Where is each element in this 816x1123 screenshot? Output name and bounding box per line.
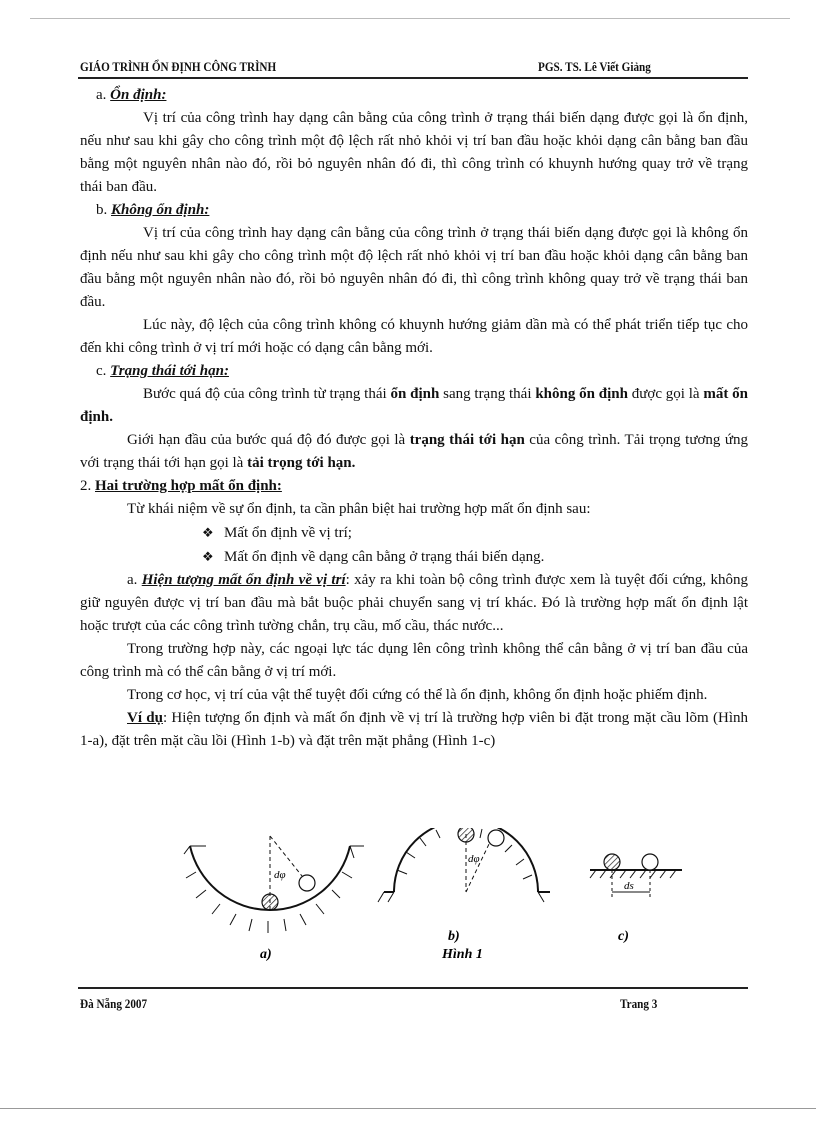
c-body2-text-2: của công trình. Tải trọng tương ứng với trạng thái tới hạn gọi là	[80, 432, 749, 471]
c-body-bold-1: ổn định	[390, 386, 440, 402]
bullet-icon: ❖	[202, 525, 214, 540]
header-rule	[78, 77, 748, 79]
section-b-title: Không ổn định:	[111, 202, 210, 218]
figure-a-dphi-label: dφ	[274, 869, 286, 881]
c-body-text-2: sang trạng thái	[439, 386, 536, 402]
section-2-body: Từ khái niệm về sự ổn định, ta cần phân biệt hai trường hợp mất ổn định sau:	[127, 501, 591, 517]
section-a-heading: a. Ổn định:	[96, 87, 167, 103]
c-body-text-3: được gọi là	[627, 386, 704, 402]
example-paragraph	[80, 707, 748, 753]
figure-1-diagram	[160, 828, 720, 978]
section-b-heading: b. Không ổn định:	[96, 202, 210, 218]
figure-b-label: b)	[448, 929, 460, 944]
section-2a-text: : xảy ra khi toàn bộ công trình được xem là tuyệt đối cứng, không giữ nguyên được vị trí ban đầu mà bắt buộc phải chuyển sang vị trí khác. Đó là trường hợp mất ổn định lật hoặc trượt của các công trình tường chắn, trụ cầu, mố cầu, thác nước...	[80, 572, 748, 634]
figure-b-convex-surface	[378, 828, 550, 962]
section-c-heading: c. Trạng thái tới hạn:	[96, 363, 229, 379]
bullet-text: Mất ổn định về dạng cân bằng ở trạng thái biến dạng.	[224, 549, 545, 565]
section-2a-title: Hiện tượng mất ổn định về vị trí	[141, 572, 346, 588]
example-text: : Hiện tượng ổn định và mất ổn định về vị trí là trường hợp viên bi đặt trong mặt cầu lõm (Hình 1-a), đặt trên mặt cầu lồi (Hình 1-b) và đặt trên mặt phẳng (Hình 1-c)	[80, 710, 748, 749]
figure-c-flat-surface	[590, 854, 682, 944]
c-body-bold-3: mất ổn định.	[80, 386, 749, 425]
page-body	[80, 84, 748, 753]
c-body-bold-2: không ổn định	[535, 386, 628, 402]
section-2-title: Hai trường hợp mất ổn định:	[95, 478, 282, 494]
section-2a-body2: Trong trường hợp này, các ngoại lực tác dụng lên công trình không thể cân bằng ở vị trí ban đầu của công trình mà có thể cân bằng ở vị trí mới.	[80, 641, 748, 680]
section-b-body: Vị trí của công trình hay dạng cân bằng của công trình ở trạng thái biến dạng được gọi là không ổn định nếu như sau khi gây cho công trình một độ lệch rất nhỏ khỏi vị trí ban đầu hoặc khỏi dạng cân bằng ban đầu bằng một nguyên nhân nào đó, rồi bỏ nguyên nhân đó đi, thì công trình không quay trở về trạng thái ban đầu.	[80, 225, 748, 310]
section-a-body: Vị trí của công trình hay dạng cân bằng của công trình ở trạng thái biến dạng được gọi là ổn định, nếu như sau khi gây cho công trình một độ lệch rất nhỏ khỏi vị trí ban đầu hoặc khỏi dạng cân bằng ban đầu bằng một nguyên nhân nào đó, rồi bỏ nguyên nhân đó đi, thì công trình có khuynh hướng quay trở về trạng thái ban đầu.	[80, 110, 748, 195]
example-label: Ví dụ	[127, 710, 163, 726]
section-a-title: Ổn định:	[110, 87, 167, 103]
header-right: PGS. TS. Lê Viết Giảng	[538, 59, 651, 74]
bullet-item	[202, 521, 748, 545]
c-body2-text-1: Giới hạn đầu của bước quá độ đó được gọi là	[127, 432, 410, 448]
figure-b-dphi-label: dφ	[468, 853, 480, 865]
footer-left: Đà Nẵng 2007	[80, 996, 148, 1011]
section-2-heading	[80, 475, 748, 498]
section-c-title: Trạng thái tới hạn:	[110, 363, 229, 379]
figure-a-label: a)	[260, 947, 272, 962]
c-body-text-1: Bước quá độ của công trình từ trạng thái	[143, 386, 391, 402]
top-edge-rule	[30, 18, 790, 19]
bottom-edge-rule	[0, 1108, 816, 1109]
section-c-body	[80, 383, 748, 429]
c-body2-bold-2: tải trọng tới hạn.	[247, 455, 356, 471]
figure-c-ds-label: ds	[624, 880, 634, 892]
header-left: GIÁO TRÌNH ỔN ĐỊNH CÔNG TRÌNH	[80, 59, 277, 74]
figure-a-concave-surface	[184, 836, 364, 962]
section-2a-body3: Trong cơ học, vị trí của vật thể tuyệt đối cứng có thể là ổn định, không ổn định hoặc phiếm định.	[127, 687, 708, 703]
section-2-number: 2.	[80, 478, 95, 494]
footer-rule	[78, 987, 748, 989]
bullet-item	[202, 545, 748, 569]
section-2-bullets	[80, 521, 748, 569]
section-2a-prefix: a.	[127, 572, 142, 588]
c-body2-bold-1: trạng thái tới hạn	[409, 432, 525, 448]
footer-right: Trang 3	[620, 996, 658, 1011]
section-b-body2: Lúc này, độ lệch của công trình không có khuynh hướng giảm dần mà có thể phát triển tiếp tục cho đến khi công trình ở vị trí mới hoặc có dạng cân bằng mới.	[80, 317, 748, 356]
section-2a-body	[80, 569, 748, 638]
figure-caption: Hình 1	[442, 947, 483, 962]
section-c-body2	[80, 429, 748, 475]
bullet-icon: ❖	[202, 549, 214, 564]
figure-c-label: c)	[618, 929, 629, 944]
bullet-text: Mất ổn định về vị trí;	[224, 525, 352, 541]
